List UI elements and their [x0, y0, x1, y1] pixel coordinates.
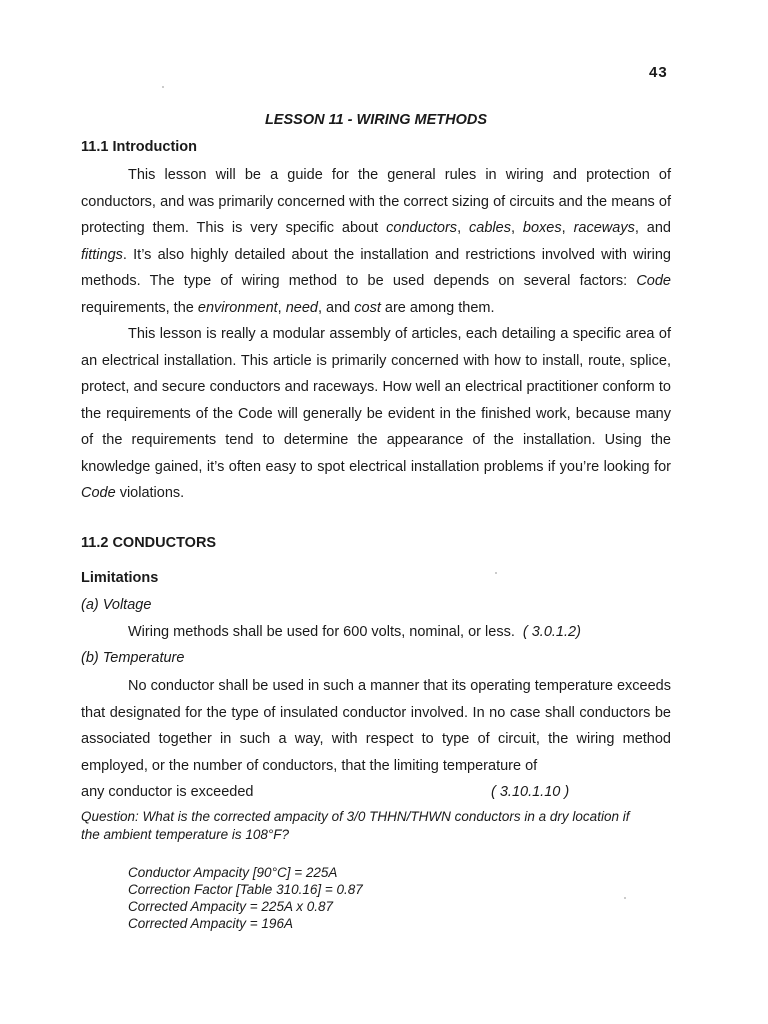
calc-line: Corrected Ampacity = 225A x 0.87	[128, 899, 333, 914]
emphasis-boxes: boxes	[522, 220, 562, 236]
text-run: ,	[561, 220, 574, 236]
emphasis-code: Code	[636, 273, 671, 289]
subheading-limitations: Limitations	[81, 570, 159, 586]
intro-paragraph-2	[81, 321, 671, 507]
emphasis-fittings: fittings	[81, 246, 123, 263]
voltage-reference: ( 3.0.1.2)	[522, 624, 581, 640]
section-heading-introduction: 11.1 Introduction	[81, 139, 198, 155]
voltage-text: Wiring methods shall be used for 600 volts, nominal, or less.	[128, 624, 515, 640]
scan-speck	[624, 897, 626, 899]
section-heading-conductors: 11.2 CONDUCTORS	[81, 535, 217, 551]
calc-line: Corrected Ampacity = 196A	[128, 916, 293, 931]
emphasis-code: Code	[81, 485, 116, 501]
emphasis-cost: cost	[354, 299, 381, 316]
temperature-last-line	[81, 784, 671, 800]
scan-speck	[162, 86, 164, 88]
emphasis-conductors: conductors	[386, 220, 458, 236]
text-run: ,	[457, 220, 470, 236]
emphasis-environment: environment	[197, 299, 278, 316]
emphasis-raceways: raceways	[573, 220, 635, 236]
temperature-last-text: any conductor is exceeded	[81, 784, 254, 800]
text-run: This lesson is really a modular assembly of articles, each detailing a specific area of an electrical installation. This article is primarily concerned with how to install, route, splice, protect, and secure conductors and raceways. How well an electrical practitioner conform to the requirements of the Code will generally be evident in the finished work, because many of the requirements tend to determine the appearance of the installation. Using the knowledge gained, it’s often easy to spot electrical installation problems if you’re looking for	[81, 326, 671, 475]
text-run: This lesson will be a guide for the general rules in wiring and protection of conductors, and was primarily concerned with the correct sizing of circuits and the means of protecting them. This is very specific about	[81, 167, 671, 236]
scan-speck	[495, 572, 497, 574]
emphasis-need: need	[285, 299, 318, 316]
text-run: are among them.	[380, 299, 495, 316]
text-run: , and	[634, 220, 671, 236]
emphasis-cables: cables	[469, 220, 511, 236]
voltage-rule	[128, 624, 688, 640]
text-run: requirements, the	[81, 299, 198, 316]
page-number: 43	[649, 64, 668, 81]
subheading-temperature: (b) Temperature	[81, 650, 185, 666]
temperature-paragraph: No conductor shall be used in such a manner that its operating temperature exceeds that designated for the type of insulated conductor involved. In no case shall conductors be associated together in such a way, with respect to type of circuit, the wiring method employed, or the number of conductors, that the limiting temperature of	[81, 678, 671, 774]
text-run: violations.	[115, 485, 185, 501]
calc-line: Correction Factor [Table 310.16] = 0.87	[128, 882, 363, 897]
text-run: , and	[318, 299, 355, 316]
intro-paragraph-1	[81, 162, 671, 321]
text-run: ,	[277, 299, 286, 316]
calculation-block	[128, 864, 363, 932]
text-run: . It’s also highly detailed about the installation and restrictions involved with wiring methods. The type of wiring method to be used depends on several factors:	[81, 246, 671, 289]
temperature-reference: ( 3.10.1.10 )	[491, 784, 570, 800]
lesson-title: LESSON 11 - WIRING METHODS	[264, 112, 488, 128]
question-text: Question: What is the corrected ampacity of 3/0 THHN/THWN conductors in a dry location if the ambient temperature is 108°F?	[81, 809, 630, 842]
calc-line: Conductor Ampacity [90°C] = 225A	[128, 865, 338, 880]
text-run: ,	[510, 220, 523, 236]
subheading-voltage: (a) Voltage	[81, 597, 152, 613]
